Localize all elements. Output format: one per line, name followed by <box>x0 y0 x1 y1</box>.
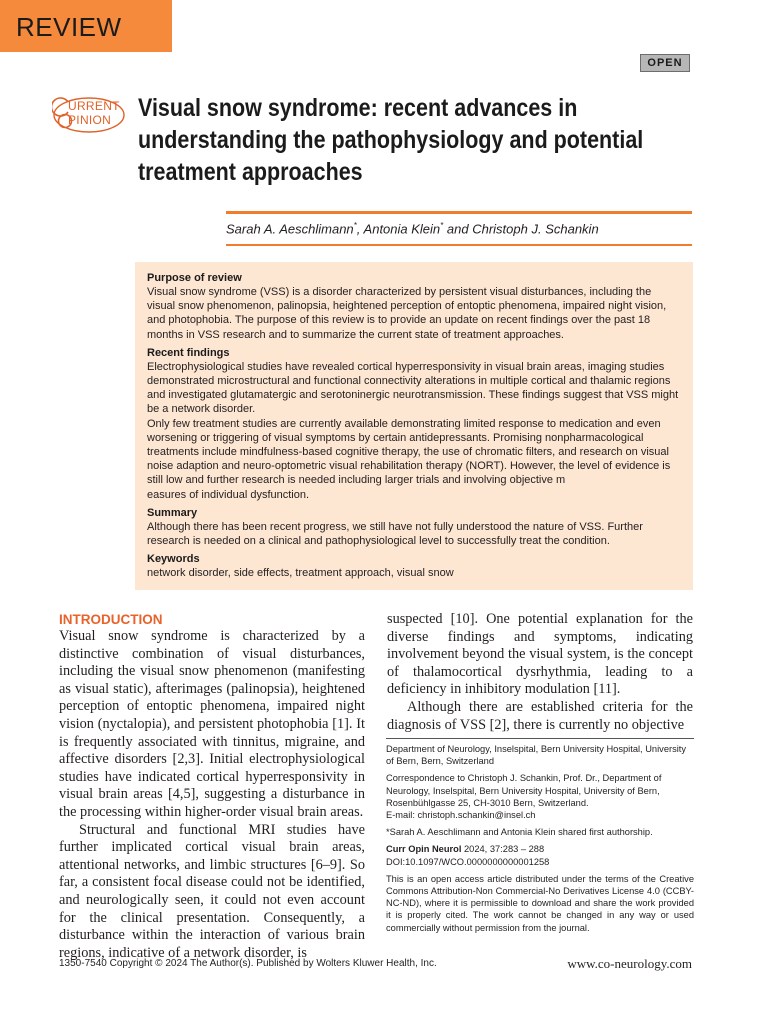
keywords-heading: Keywords <box>147 553 200 566</box>
email: E-mail: christoph.schankin@insel.ch <box>386 810 536 821</box>
article-title: Visual snow syndrome: recent advances in understanding the pathophysiology and potential treatment approaches <box>138 94 644 186</box>
current-opinion-logo <box>52 96 126 134</box>
author-separator: and <box>443 221 473 237</box>
license-text: This is an open access article distributed under the terms of the Creative Commons Attribution-Non Commercial-No Derivatives License 4.0 (CCBY-NC-ND), where it is permissible to download and share the work provided it is properly cited. The work cannot be changed in any way or used commercially without permission from the journal. <box>386 873 694 933</box>
purpose-heading: Purpose of review <box>147 272 242 284</box>
author-separator: , <box>356 221 364 237</box>
summary-heading: Summary <box>147 506 198 519</box>
body-paragraph: Visual snow syndrome is characterized by a distinctive combination of visual disturbances, including the visual snow phenomenon (manifesting as visual static), afterimages (palinopsia), heightened perception of entoptic phenomena, impaired night vision (nyctalopia), and persistent photophobia [1]. It is frequently associated with tinnitus, migraine, and affective disorders [2,3]. Initial electrophysiological studies have indicated cortical hyperresponsivity in visual brain areas [4,5], suggesting a disturbance in the processing within higher-order visual brain areas. <box>59 628 365 820</box>
author-2-mark: * <box>440 221 444 230</box>
findings-text-part-3: easures of individual dysfunction. <box>147 488 310 501</box>
summary-text: Although there has been recent progress, we still have not fully understood the nature of VSS. Further research is needed on a clinical and pathophysiological level to successfully treat the condition. <box>147 520 643 548</box>
footer-website-link[interactable]: www.co-neurology.com <box>567 956 692 971</box>
findings-text <box>147 360 681 417</box>
findings-text-part-2: Only few treatment studies are currently available demonstrating limited response to medication and even worsening or triggering of visual symptoms by certain antidepressants. Promising nonpharmacological treatments include mindfulness-based cognitive therapy, the use of chromatic filters, and research on visual noise adaption and neuro-optometric visual rehabilitation therapy (NORT). However, the level of evidence is still low and further research is needed including larger trials and involving objective m <box>147 417 671 487</box>
author-rule-bottom <box>226 244 692 246</box>
author-1: Sarah A. Aeschlimann <box>226 221 354 237</box>
shared-authorship: *Sarah A. Aeschlimann and Antonia Klein shared first authorship. <box>386 827 653 838</box>
body-paragraph: Although there are established criteria for the diagnosis of VSS [2], there is currently no objective <box>387 698 693 733</box>
affiliation-dept: Department of Neurology, Inselspital, Bern University Hospital, University of Bern, Bern, Switzerland <box>386 744 687 767</box>
journal-name: Curr Opin Neurol <box>386 844 462 855</box>
section-tab-label: REVIEW <box>16 12 122 42</box>
open-access-badge: OPEN <box>640 54 690 72</box>
journal-volume: 2024, 37:283 – 288 <box>461 844 545 855</box>
purpose-text: Visual snow syndrome (VSS) is a disorder characterized by persistent visual disturbances, including the visual snow phenomenon, palinopsia, heightened perception of entoptic phenomena, impaired night vision, and photophobia. The purpose of this review is to provide an update on recent findings over the past 18 months in VSS research and to summarize the current state of treatment approaches. <box>147 286 667 341</box>
abstract-box <box>135 262 693 590</box>
findings-heading: Recent findings <box>147 346 230 359</box>
author-line <box>226 221 599 236</box>
correspondence-text: Correspondence to Christoph J. Schankin, Prof. Dr., Department of Neurology, Inselspital, Bern University Hospital, University of Bern, Rosenbühlgasse 25, CH-3010 Bern, Switzerland. <box>386 773 662 808</box>
logo-text-opinion: PINION <box>68 113 112 127</box>
correspondence <box>386 772 694 809</box>
findings-text-part-1: Electrophysiological studies have revealed cortical hyperresponsivity in visual brain areas, imaging studies demonstrated microstructural and functional connectivity alterations in multiple cortical and thalamic regions and investigated glutamatergic and serotoninergic neurotransmission. These findings suggest that VSS might be a network disorder. <box>147 360 679 416</box>
author-1-mark: * <box>353 221 357 230</box>
introduction-heading: INTRODUCTION <box>59 612 163 627</box>
journal-citation <box>386 843 694 855</box>
intro-heading-wrap <box>59 612 163 628</box>
affiliations-block <box>386 738 694 939</box>
author-2: Antonia Klein <box>363 221 441 237</box>
footer-copyright: 1350-7540 Copyright © 2024 The Author(s). Published by Wolters Kluwer Health, Inc. <box>59 958 437 969</box>
author-3: Christoph J. Schankin <box>472 221 599 237</box>
author-rule-top <box>226 211 692 214</box>
keywords-text: network disorder, side effects, treatment approach, visual snow <box>147 567 454 580</box>
findings-text-2 <box>147 417 681 502</box>
body-paragraph: Structural and functional MRI studies have further implicated cortical visual brain areas, attentional networks, and limbic structures [6–9]. So far, a consistent focal disease could not be identified, and neurologically seen, it could not even account for the clinical presentation. Consequently, a disturbance within the interaction of various brain regions, indicative of a network disorder, is <box>59 821 365 961</box>
logo-text-current: URRENT <box>68 99 120 113</box>
body-paragraph: suspected [10]. One potential explanation for the diverse findings and symptoms, indicating involvement beyond the visual system, is the concept of thalamocortical dysrhythmia, leading to a deficiency in inhibitory modulation [11]. <box>387 611 693 698</box>
section-tab <box>0 0 172 52</box>
body-column-right <box>387 611 693 734</box>
doi: DOI:10.1097/WCO.0000000000001258 <box>386 856 550 867</box>
body-column-left <box>59 628 365 962</box>
